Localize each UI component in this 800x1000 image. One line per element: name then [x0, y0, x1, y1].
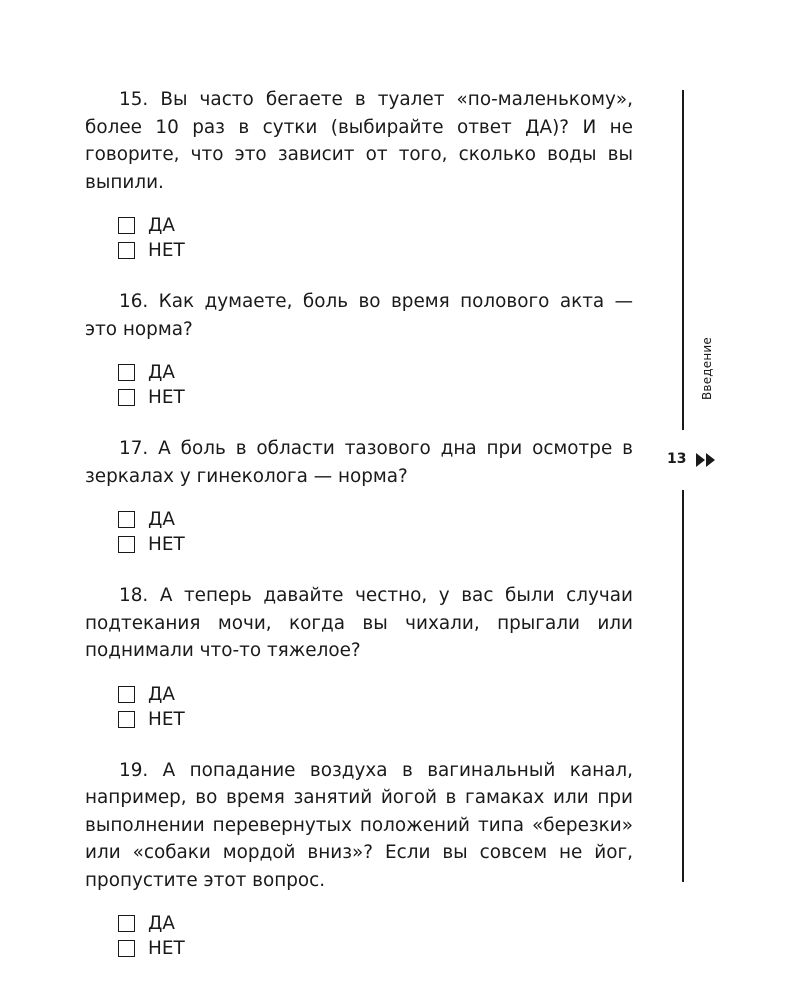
option-no-label: НЕТ	[148, 938, 185, 959]
question-19	[85, 757, 633, 962]
checkbox-yes[interactable]	[118, 217, 135, 234]
answer-options	[118, 360, 633, 410]
checkbox-yes[interactable]	[118, 511, 135, 528]
question-18	[85, 582, 633, 732]
option-no[interactable]	[118, 238, 633, 263]
answer-options	[118, 213, 633, 263]
question-text: 19. А попадание воздуха в вагинальный канал, например, во время занятий йогой в гамаках или при выполнении перевернутых положений типа «березки» или «собаки мордой вниз»? Если вы совсем не йог, пропустите этот вопрос.	[85, 759, 633, 891]
answer-options	[118, 911, 633, 961]
option-yes-label: ДА	[148, 913, 175, 934]
checkbox-no[interactable]	[118, 940, 135, 957]
answer-options	[118, 682, 633, 732]
questionnaire	[85, 86, 633, 986]
option-yes[interactable]	[118, 507, 633, 532]
option-no[interactable]	[118, 707, 633, 732]
question-16	[85, 288, 633, 410]
option-no-label: НЕТ	[148, 240, 185, 261]
checkbox-yes[interactable]	[118, 364, 135, 381]
checkbox-yes[interactable]	[118, 915, 135, 932]
question-text: 17. А боль в области тазового дна при осмотре в зеркалах у гинеколога — норма?	[85, 438, 633, 487]
section-label: Введение	[700, 337, 714, 400]
option-no[interactable]	[118, 936, 633, 961]
double-chevron-right-icon[interactable]	[696, 453, 716, 467]
question-text: 18. А теперь давайте честно, у вас были случаи подтекания мочи, когда вы чихали, прыгали или поднимали что-то тяжелое?	[85, 585, 633, 661]
question-text: 16. Как думаете, боль во время полового акта — это норма?	[85, 291, 633, 340]
option-yes[interactable]	[118, 213, 633, 238]
option-yes[interactable]	[118, 911, 633, 936]
option-yes-label: ДА	[148, 509, 175, 530]
option-yes-label: ДА	[148, 362, 175, 383]
option-no-label: НЕТ	[148, 708, 185, 730]
option-no-label: НЕТ	[148, 387, 185, 408]
page-number: 13	[667, 451, 687, 467]
checkbox-no[interactable]	[118, 389, 135, 406]
question-17	[85, 435, 633, 557]
sidebar-rule-bottom	[682, 490, 684, 882]
option-no-label: НЕТ	[148, 534, 185, 555]
option-yes-label: ДА	[148, 683, 175, 705]
checkbox-no[interactable]	[118, 536, 135, 553]
checkbox-no[interactable]	[118, 242, 135, 259]
option-yes[interactable]	[118, 682, 633, 707]
option-yes-label: ДА	[148, 215, 175, 236]
option-no[interactable]	[118, 385, 633, 410]
answer-options	[118, 507, 633, 557]
option-no[interactable]	[118, 532, 633, 557]
checkbox-yes[interactable]	[118, 686, 135, 703]
sidebar-rule-top	[682, 90, 684, 430]
question-15	[85, 86, 633, 263]
question-text: 15. Вы часто бегаете в туалет «по-маленькому», более 10 раз в сутки (выбирайте ответ ДА)? И не говорите, что это зависит от того, сколько воды вы выпили.	[85, 89, 633, 193]
option-yes[interactable]	[118, 360, 633, 385]
checkbox-no[interactable]	[118, 711, 135, 728]
